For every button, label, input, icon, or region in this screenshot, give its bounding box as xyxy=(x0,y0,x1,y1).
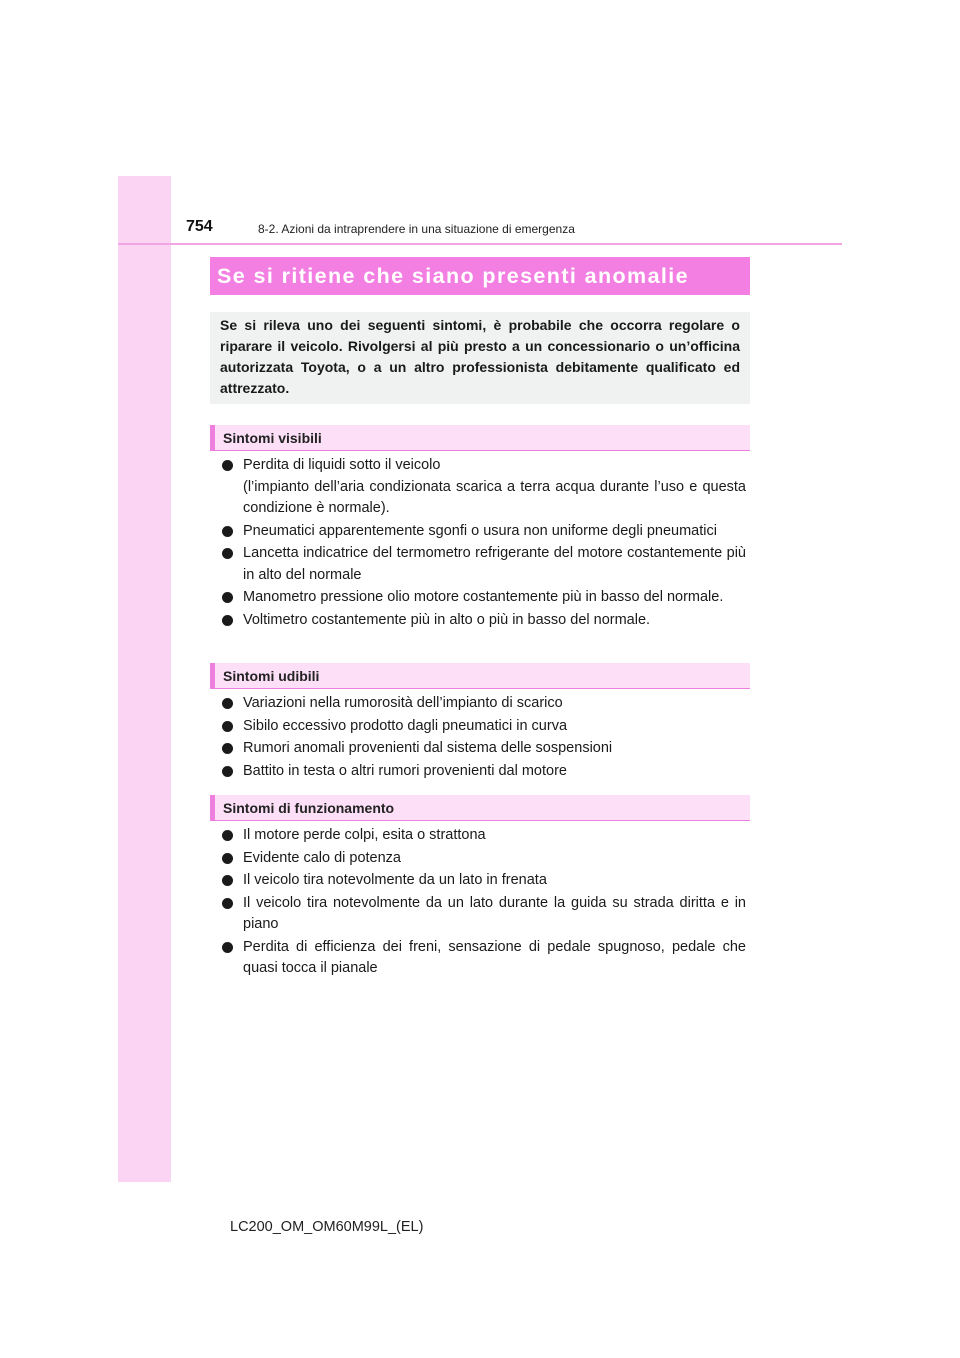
bullet-icon xyxy=(222,592,233,603)
intro-box: Se si rileva uno dei seguenti sintomi, è probabile che occorra regolare o riparare il veicolo. Rivolgersi al più presto a un concessionario o un’officina autorizzata Toyota, o a un altro professionista debitamente qualificato ed attrezzato. xyxy=(210,312,750,404)
list-item xyxy=(222,738,746,760)
list-item xyxy=(222,521,746,543)
bullet-icon xyxy=(222,830,233,841)
list-item xyxy=(222,610,746,632)
list-item xyxy=(222,716,746,738)
list-item xyxy=(222,825,746,847)
item-text: Il veicolo tira notevolmente da un lato in frenata xyxy=(243,872,547,888)
bullet-icon xyxy=(222,743,233,754)
bullet-icon xyxy=(222,526,233,537)
list-item xyxy=(222,761,746,783)
symptom-list-funzionamento xyxy=(222,825,746,981)
list-item xyxy=(222,937,746,980)
chapter-header: 8-2. Azioni da intraprendere in una situazione di emergenza xyxy=(258,222,575,236)
item-text: Battito in testa o altri rumori provenienti dal motore xyxy=(243,762,567,779)
bullet-icon xyxy=(222,898,233,909)
bullet-icon xyxy=(222,548,233,559)
item-text: Il motore perde colpi, esita o strattona xyxy=(243,827,486,843)
section-header-visibili xyxy=(210,425,750,451)
bullet-icon xyxy=(222,615,233,626)
page-number: 754 xyxy=(186,218,213,235)
list-item xyxy=(222,870,746,892)
title-bar xyxy=(210,257,750,295)
header-rule xyxy=(118,243,842,245)
item-text: Voltimetro costantemente più in alto o più in basso del normale. xyxy=(243,611,651,628)
list-item xyxy=(222,893,746,936)
bullet-icon xyxy=(222,853,233,864)
section-title: Sintomi udibili xyxy=(223,667,320,684)
list-item xyxy=(222,587,746,609)
section-title: Sintomi di funzionamento xyxy=(223,799,395,816)
list-item xyxy=(222,543,746,586)
page-title: Se si ritiene che siano presenti anomalie xyxy=(217,263,690,288)
item-text: Lancetta indicatrice del termometro refrigerante del motore costantemente più in alto del normale xyxy=(243,545,746,583)
item-text: Il veicolo tira notevolmente da un lato durante la guida su strada diritta e in piano xyxy=(243,894,746,932)
item-text: Rumori anomali provenienti dal sistema delle sospensioni xyxy=(243,740,613,756)
item-text: Sibilo eccessivo prodotto dagli pneumatici in curva xyxy=(243,717,568,734)
footer-code: LC200_OM_OM60M99L_(EL) xyxy=(230,1219,424,1235)
section-header-udibili xyxy=(210,663,750,689)
side-tab-strip xyxy=(118,176,171,1182)
item-text: Perdita di efficienza dei freni, sensazione di pedale spugnoso, pedale che quasi tocca il pianale xyxy=(243,938,746,976)
item-text: Pneumatici apparentemente sgonfi o usura non uniforme degli pneumatici xyxy=(243,522,717,539)
bullet-icon xyxy=(222,698,233,709)
item-text: Variazioni nella rumorosità dell’impianto di scarico xyxy=(243,695,563,711)
item-text: Manometro pressione olio motore costantemente più in basso del normale. xyxy=(243,589,724,605)
list-item xyxy=(222,848,746,870)
bullet-icon xyxy=(222,766,233,777)
list-item xyxy=(222,455,746,520)
symptom-list-visibili xyxy=(222,455,746,632)
bullet-icon xyxy=(222,460,233,471)
item-text: Perdita di liquidi sotto il veicolo (l’impianto dell’aria condizionata scarica a terra acqua durante l’uso e questa condizione è normale). xyxy=(243,457,746,516)
list-item xyxy=(222,693,746,715)
symptom-list-udibili xyxy=(222,693,746,783)
section-title: Sintomi visibili xyxy=(223,429,322,446)
bullet-icon xyxy=(222,942,233,953)
bullet-icon xyxy=(222,875,233,886)
item-text: Evidente calo di potenza xyxy=(243,849,401,866)
bullet-icon xyxy=(222,721,233,732)
section-header-funzionamento xyxy=(210,795,750,821)
